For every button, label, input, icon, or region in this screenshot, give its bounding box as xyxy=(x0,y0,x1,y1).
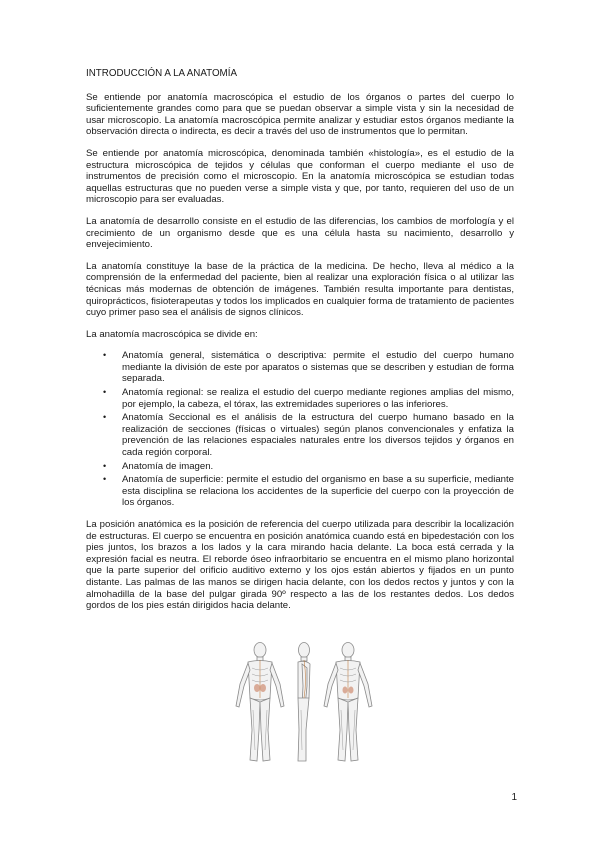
list-item xyxy=(86,461,514,473)
bullet-icon: • xyxy=(103,387,107,398)
bullet-icon: • xyxy=(103,474,107,485)
paragraph-macroscopic: Se entiende por anatomía macroscópica el estudio de los órganos o partes del cuerpo lo suficientemente grandes como para que se puedan observar a simple vista y sin la necesidad de usar microscopio. La anatomía macroscópica permite analizar y estudiar estos órganos mediante la observación directa o indirecta, es decir a través del uso de instrumentos que lo permitan. xyxy=(86,91,514,138)
document-title: INTRODUCCIÓN A LA ANATOMÍA xyxy=(86,68,237,79)
anatomical-position-figure xyxy=(228,640,384,768)
list-item-text: Anatomía general, sistemática o descriptiva: permite el estudio del cuerpo humano mediante la división de este por aparatos o sistemas que se describen y estudian de forma separada. xyxy=(122,350,514,385)
paragraph-development: La anatomía de desarrollo consiste en el estudio de las diferencias, los cambios de morfología y el crecimiento de un organismo desde que es una célula hasta su nacimiento, desarrollo y envejecimiento. xyxy=(86,215,514,251)
list-item xyxy=(86,350,514,385)
list-item-text: Anatomía de imagen. xyxy=(122,460,214,472)
list-item xyxy=(86,474,514,509)
document-body xyxy=(86,68,514,622)
list-item-text: Anatomía Seccional es el análisis de la estructura del cuerpo humano basado en la realización de secciones (físicas o virtuales) según planos convencionales y enfatiza la prevención de las relaciones espaciales naturales entre los diversos tejidos y órganos en cada región corporal. xyxy=(122,412,514,459)
list-item xyxy=(86,387,514,410)
bullet-icon: • xyxy=(103,350,107,361)
list-item xyxy=(86,412,514,458)
list-item-text: Anatomía regional: se realiza el estudio del cuerpo mediante regiones amplias del mismo, por ejemplo, la cabeza, el tórax, las extremidades superiores o las inferiores. xyxy=(122,387,514,410)
bullet-icon: • xyxy=(103,412,107,423)
page-number: 1 xyxy=(511,792,517,803)
list-item-text: Anatomía de superficie: permite el estudio del organismo en base a su superficie, mediante esta disciplina se relaciona los accidentes de la superficie del cuerpo con la proyección de los órganos. xyxy=(122,474,514,509)
divisions-list xyxy=(86,350,514,509)
paragraph-microscopic: Se entiende por anatomía microscópica, denominada también «histología», es el estudio de la estructura microscópica de tejidos y células que conforman el cuerpo mediante el uso de instrumentos de precisión como el microscopio. En la anatomía microscópica se estudian todas aquellas estructuras que no pueden verse a simple vista y que, por tanto, requieren del uso de un microscopio para ser evaluadas. xyxy=(86,147,514,206)
paragraph-divisions-intro: La anatomía macroscópica se divide en: xyxy=(86,328,258,340)
paragraph-medicine: La anatomía constituye la base de la práctica de la medicina. De hecho, lleva al médico a la comprensión de la enfermedad del paciente, bien al realizar una exploración física o al utilizar las técnicas más modernas de obtención de imágenes. También resulta importante para dentistas, quiroprácticos, fisioterapeutas y todos los implicados en cualquier forma de tratamiento de pacientes cuyo primer paso sea el análisis de signos clínicos. xyxy=(86,260,514,319)
paragraph-anatomical-position: La posición anatómica es la posición de referencia del cuerpo utilizada para describir la localización de estructuras. El cuerpo se encuentra en posición anatómica cuando está en bipedestación con los pies juntos, los brazos a los lados y la cara mirando hacia delante. La boca está cerrada y la expresión facial es neutra. El reborde óseo infraorbitario se encuentra en el mismo plano horizontal que la parte superior del orificio auditivo externo y los ojos están abiertos y fijados en un punto distante. Las palmas de las manos se dirigen hacia delante, con los dedos rectos y juntos y con la almohadilla de la base del pulgar girada 90º respecto a las de los restantes dedos. Los dedos gordos de los pies están dirigidos hacia delante. xyxy=(86,519,514,612)
bullet-icon: • xyxy=(103,460,107,471)
